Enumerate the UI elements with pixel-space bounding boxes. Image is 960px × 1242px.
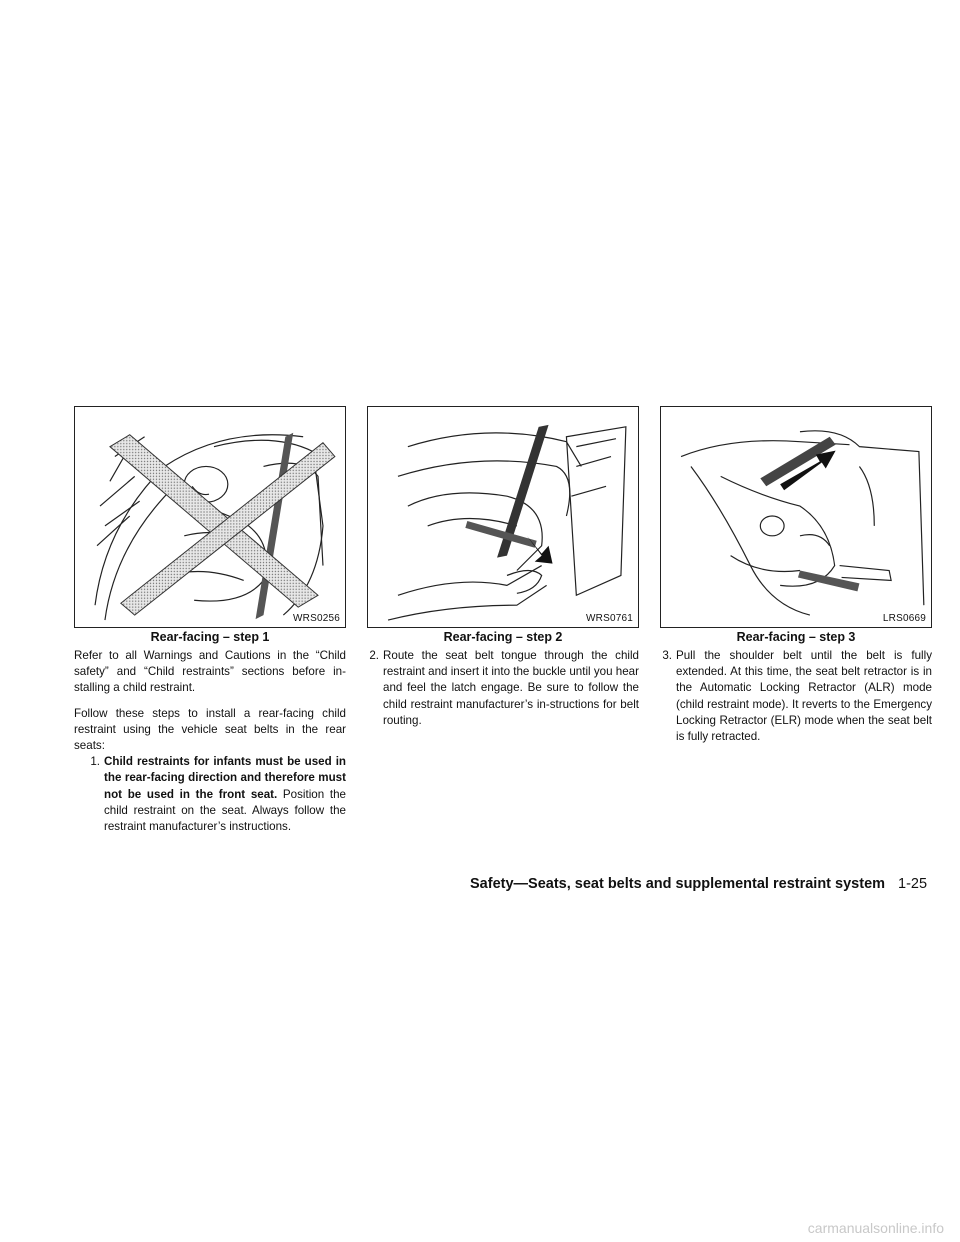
illustration-route-seat-belt: [368, 407, 638, 627]
figure-caption-step-1: Rear-facing – step 1: [150, 630, 270, 644]
intro-paragraph: Refer to all Warnings and Cautions in the “Child safety” and “Child restraints” sections before in-stalling a child restraint.: [74, 649, 346, 695]
figure-rear-facing-step-1: [74, 406, 346, 628]
section-title: Safety—Seats, seat belts and supplemental restraint system: [470, 876, 886, 892]
step-1: [74, 754, 346, 835]
instructions-paragraph: Follow these steps to install a rear-facing child restraint using the vehicle seat belts in the rear seats:: [74, 706, 346, 753]
text-column-2: [367, 648, 639, 729]
figure-code: WRS0761: [586, 613, 633, 624]
figure-code: LRS0669: [882, 613, 926, 624]
illustration-pull-shoulder-belt: [661, 407, 931, 627]
text-column-1: [74, 648, 346, 835]
illustration-prohibited-front-seat: [75, 407, 345, 627]
step-text: Route the seat belt tongue through the child restraint and insert it into the buckle until you hear and feel the latch engage. Be sure to follow the child restraint manufacturer’s in-structions for belt routing.: [383, 649, 639, 727]
figure-caption-step-3: Rear-facing – step 3: [736, 630, 856, 644]
figure-caption-step-2: Rear-facing – step 2: [443, 630, 563, 644]
text-column-3: [660, 648, 932, 745]
step-text: [104, 754, 346, 835]
step-1-warning: Child restraints for infants must be used in the rear-facing direction and therefore must not be used in the front seat.: [104, 755, 346, 801]
step-number: 2.: [369, 649, 379, 662]
figure-code: WRS0256: [293, 613, 340, 624]
step-1-instruction: Position the child restraint on the seat. Always follow the restraint manufacturer’s instructions.: [104, 787, 346, 834]
figure-rear-facing-step-3: [660, 406, 932, 628]
watermark: carmanualsonline.info: [807, 1220, 944, 1236]
figure-rear-facing-step-2: [367, 406, 639, 628]
step-text: Pull the shoulder belt until the belt is fully extended. At this time, the seat belt retractor is in the Automatic Locking Retractor (ALR) mode (child restraint mode). It reverts to the Emergency Locking Retractor (ELR) mode when the seat belt is fully retracted.: [676, 649, 932, 744]
step-number: 3.: [662, 649, 672, 662]
step-3: [660, 648, 932, 745]
step-2: [367, 648, 639, 729]
page-number: 1-25: [898, 876, 928, 892]
step-number: 1.: [90, 755, 100, 769]
